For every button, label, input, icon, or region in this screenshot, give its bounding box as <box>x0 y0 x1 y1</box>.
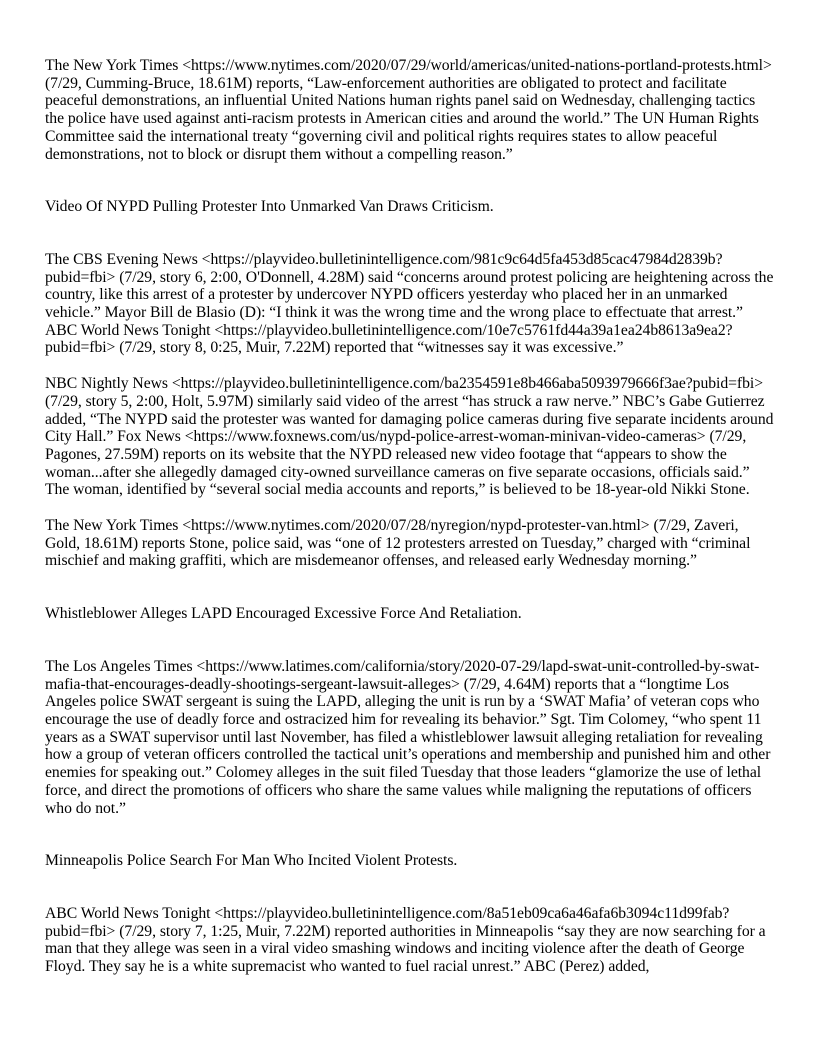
paragraph-abc-minneapolis: ABC World News Tonight <https://playvideo.bulletinintelligence.com/8a51eb09ca6a46afa6b3094c11d99fab?pubid=fbi> (7/29, story 7, 1:25, Muir, 7.22M) reported authorities in Minneapolis “say they are now searching for a man that they allege was seen in a viral video smashing windows and inciting violence after the death of George Floyd. They say he is a white supremacist who wanted to fuel racial unrest.” ABC (Perez) added, <box>45 904 766 976</box>
spacer <box>45 570 775 605</box>
spacer <box>45 357 775 375</box>
headline-nypd-van: Video Of NYPD Pulling Protester Into Unmarked Van Draws Criticism. <box>45 198 494 216</box>
spacer <box>45 870 775 905</box>
spacer <box>45 817 775 852</box>
paragraph-un-panel: The New York Times <https://www.nytimes.com/2020/07/29/world/americas/united-nations-portland-protests.html> (7/29, Cumming-Bruce, 18.61M) reports, “Law-enforcement authorities are obligated to protect and facilitate peaceful demonstrations, an influential United Nations human rights panel said on Wednesday, challenging tactics the police have used against anti-racism protests in American cities and around the world.” The UN Human Rights Committee said the international treaty “governing civil and political rights requires states to allow peaceful demonstrations, not to block or disrupt them without a compelling reason.” <box>45 57 772 163</box>
spacer <box>45 163 775 198</box>
spacer <box>45 216 775 251</box>
document-page <box>45 57 775 976</box>
spacer <box>45 623 775 658</box>
paragraph-cbs-abc: The CBS Evening News <https://playvideo.bulletinintelligence.com/981c9c64d5fa453d85cac47984d2839b?pubid=fbi> (7/29, story 6, 2:00, O'Donnell, 4.28M) said “concerns around protest policing are heightening across the country, like this arrest of a protester by undercover NYPD officers yesterday who placed her in an unmarked vehicle.” Mayor Bill de Blasio (D): “I think it was the wrong time and the wrong place to effectuate that arrest.” ABC World News Tonight <https://playvideo.bulletinintelligence.com/10e7c5761fd44a39a1ea24b8613a9ea2?pubid=fbi> (7/29, story 8, 0:25, Muir, 7.22M) reported that “witnesses say it was excessive.” <box>45 250 774 357</box>
spacer <box>45 499 775 517</box>
headline-minneapolis: Minneapolis Police Search For Man Who Incited Violent Protests. <box>45 852 458 870</box>
paragraph-nbc-fox: NBC Nightly News <https://playvideo.bulletinintelligence.com/ba2354591e8b466aba5093979666f3ae?pubid=fbi> (7/29, story 5, 2:00, Holt, 5.97M) similarly said video of the arrest “has struck a raw nerve.” NBC’s Gabe Gutierrez added, “The NYPD said the protester was wanted for damaging police cameras during five separate incidents around City Hall.” Fox News <https://www.foxnews.com/us/nypd-police-arrest-woman-minivan-video-cameras> (7/29, Pagones, 27.59M) reports on its website that the NYPD released new video footage that “appears to show the woman...after she allegedly damaged city-owned surveillance cameras on five separate occasions, officials said.” The woman, identified by “several social media accounts and reports,” is believed to be 18-year-old Nikki Stone. <box>45 375 774 499</box>
paragraph-nyt-stone: The New York Times <https://www.nytimes.com/2020/07/28/nyregion/nypd-protester-van.html> (7/29, Zaveri, Gold, 18.61M) reports Stone, police said, was “one of 12 protesters arrested on Tuesday,” charged with “criminal mischief and making graffiti, which are misdemeanor offenses, and released early Wednesday morning.” <box>45 517 751 570</box>
headline-lapd-whistleblower: Whistleblower Alleges LAPD Encouraged Excessive Force And Retaliation. <box>45 605 522 623</box>
paragraph-la-times: The Los Angeles Times <https://www.latimes.com/california/story/2020-07-29/lapd-swat-unit-controlled-by-swat-mafia-that-encourages-deadly-shootings-sergeant-lawsuit-alleges> (7/29, 4.64M) reports that a “longtime Los Angeles police SWAT sergeant is suing the LAPD, alleging the unit is run by a ‘SWAT Mafia’ of veteran cops who encourage the use of deadly force and ostracized him for revealing its behavior.” Sgt. Tim Colomey, “who spent 11 years as a SWAT supervisor until last November, has filed a whistleblower lawsuit alleging retaliation for revealing how a group of veteran officers controlled the tactical unit’s operations and membership and punished him and other enemies for speaking out.” Colomey alleges in the suit filed Tuesday that those leaders “glamorize the use of lethal force, and direct the promotions of officers who share the same values while maligning the reputations of officers who do not.” <box>45 657 771 817</box>
